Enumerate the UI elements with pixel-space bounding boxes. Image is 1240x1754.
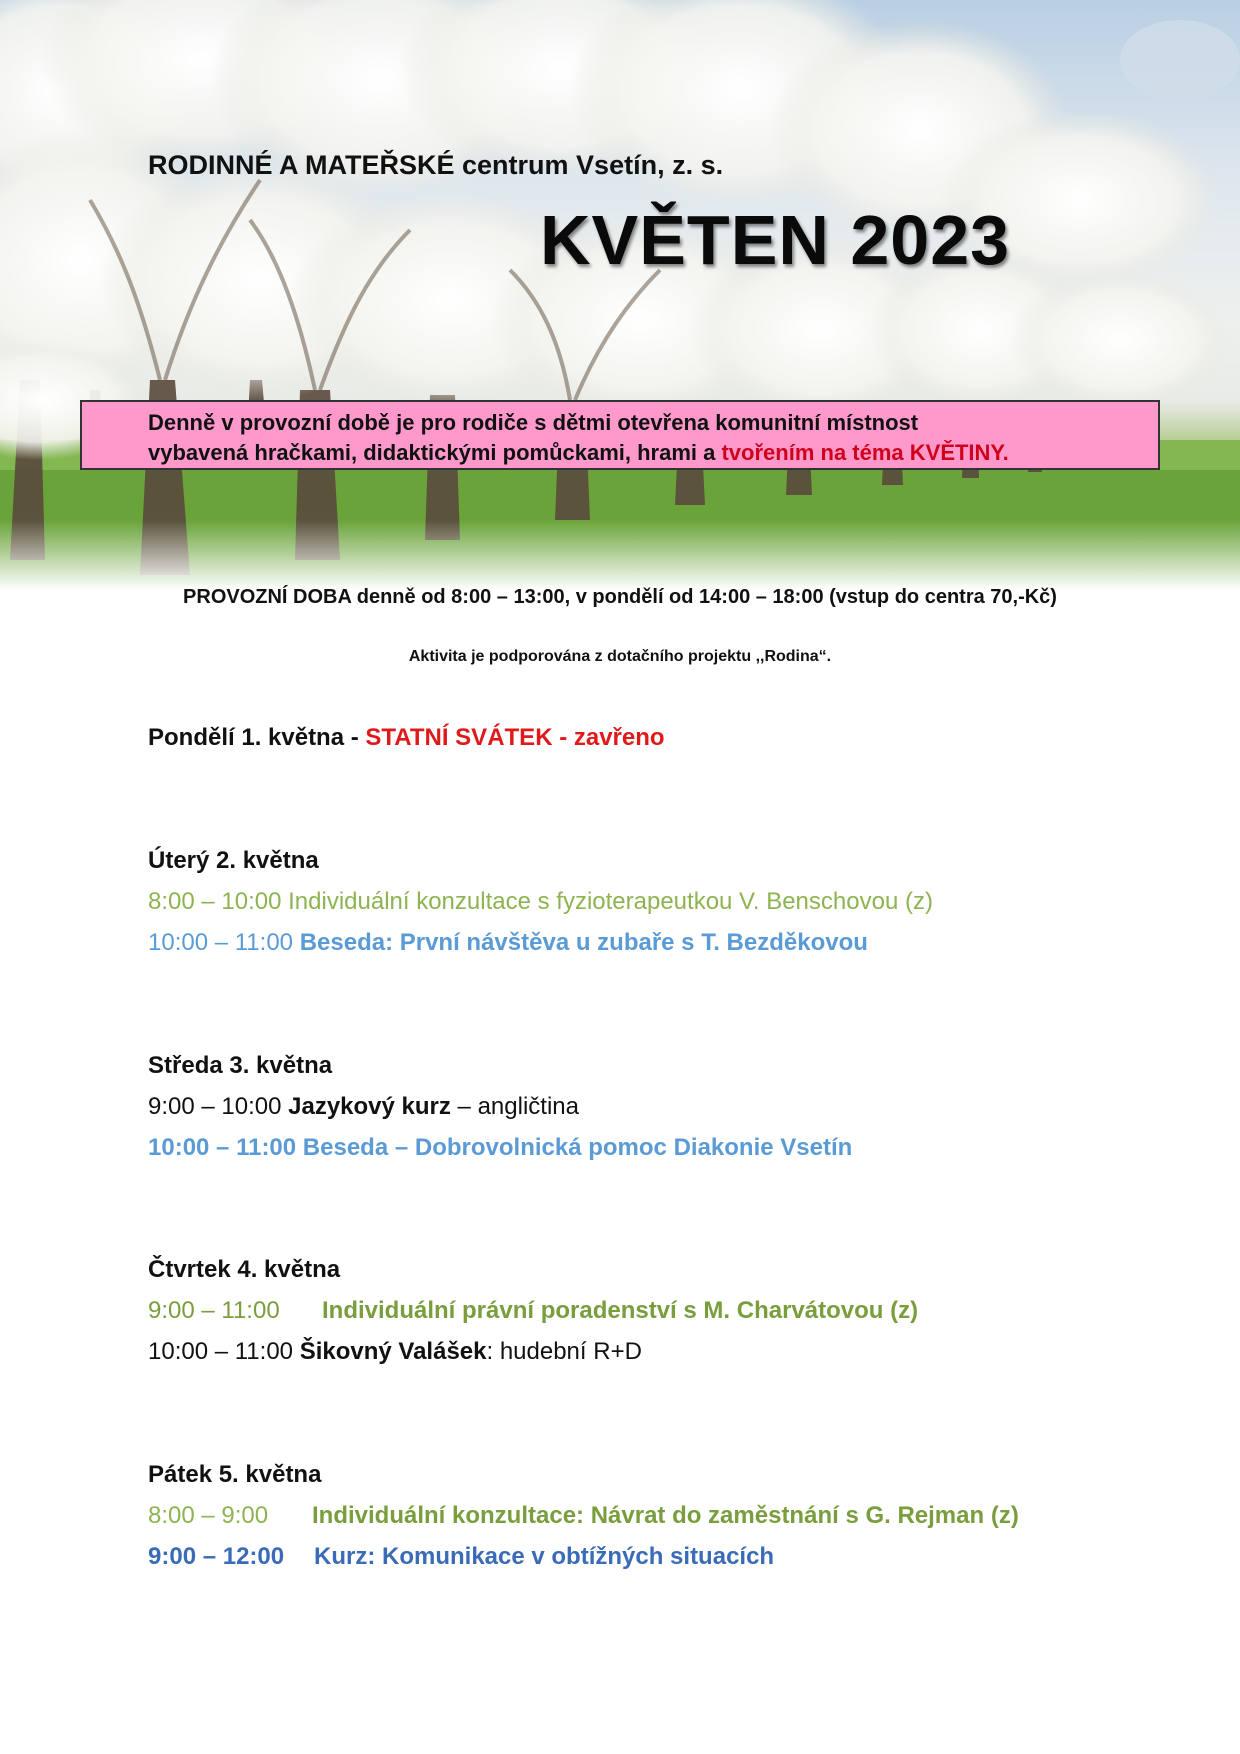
day-wednesday <box>148 1045 1148 1168</box>
event-time: 9:00 – 11:00 <box>148 1297 280 1324</box>
event-title: Individuální právní poradenství s M. Charvátovou (z) <box>322 1297 919 1324</box>
event-time: 8:00 – 9:00 <box>148 1502 269 1529</box>
organization-name <box>148 150 723 181</box>
blossom-tree-photo <box>0 0 1240 590</box>
event-detail: : hudební R+D <box>486 1338 642 1365</box>
event-title: Individuální konzultace: Návrat do zaměstnání s G. Rejman (z) <box>312 1502 1019 1529</box>
organization-name-rest: centrum Vsetín, z. s. <box>454 150 724 180</box>
event-title: Šikovný Valášek <box>299 1338 487 1365</box>
day-monday <box>148 717 1148 758</box>
blossom-trees-illustration <box>0 0 1240 590</box>
day-heading: Úterý 2. května <box>148 847 319 874</box>
notice-line-2 <box>148 438 1158 468</box>
organization-name-bold: RODINNÉ A MATEŘSKÉ <box>148 150 455 180</box>
day-tuesday <box>148 840 1148 963</box>
day-heading: Pátek 5. května <box>148 1461 322 1488</box>
event-detail: – angličtina <box>450 1093 579 1120</box>
event-time: 10:00 – 11:00 <box>148 1338 300 1365</box>
notice-line-1: Denně v provozní době je pro rodiče s dětmi otevřena komunitní místnost <box>148 410 919 435</box>
day-heading: Středa 3. května <box>148 1052 333 1079</box>
event-item <box>148 1331 1148 1372</box>
day-monday-title: Pondělí 1. května - <box>148 724 366 751</box>
day-heading: Čtvrtek 4. května <box>148 1256 341 1283</box>
event-item <box>148 922 1148 963</box>
day-thursday <box>148 1249 1148 1372</box>
event-item: 10:00 – 11:00 Beseda – Dobrovolnická pomoc Diakonie Vsetín <box>148 1134 853 1161</box>
event-item <box>148 1086 1148 1127</box>
event-time: 10:00 – 11:00 <box>148 929 300 956</box>
page-title: KVĚTEN 2023 <box>540 201 1011 279</box>
event-title: Beseda: První návštěva u zubaře s T. Bezděkovou <box>299 929 868 956</box>
notice-highlight: tvořením na téma KVĚTINY. <box>721 440 1009 465</box>
event-title: Jazykový kurz <box>288 1093 451 1120</box>
day-heading <box>148 717 1148 758</box>
event-item <box>148 1290 1148 1331</box>
notice-line-2-text: vybavená hračkami, didaktickými pomůckami, hrami a <box>148 440 722 465</box>
event-title: Kurz: Komunikace v obtížných situacích <box>314 1543 775 1570</box>
community-room-notice <box>80 400 1160 470</box>
support-note: Aktivita je podporována z dotačního projektu ,,Rodina“. <box>408 648 832 665</box>
holiday-note: STATNÍ SVÁTEK - zavřeno <box>365 724 665 751</box>
event-time: 9:00 – 12:00 <box>148 1543 285 1570</box>
event-time: 9:00 – 10:00 <box>148 1093 289 1120</box>
opening-hours: PROVOZNÍ DOBA denně od 8:00 – 13:00, v pondělí od 14:00 – 18:00 (vstup do centra 70,-Kč) <box>183 586 1057 608</box>
event-item <box>148 1495 1148 1536</box>
event-item <box>148 1536 1148 1577</box>
event-item: 8:00 – 10:00 Individuální konzultace s fyzioterapeutkou V. Benschovou (z) <box>148 888 933 915</box>
day-friday <box>148 1454 1148 1577</box>
